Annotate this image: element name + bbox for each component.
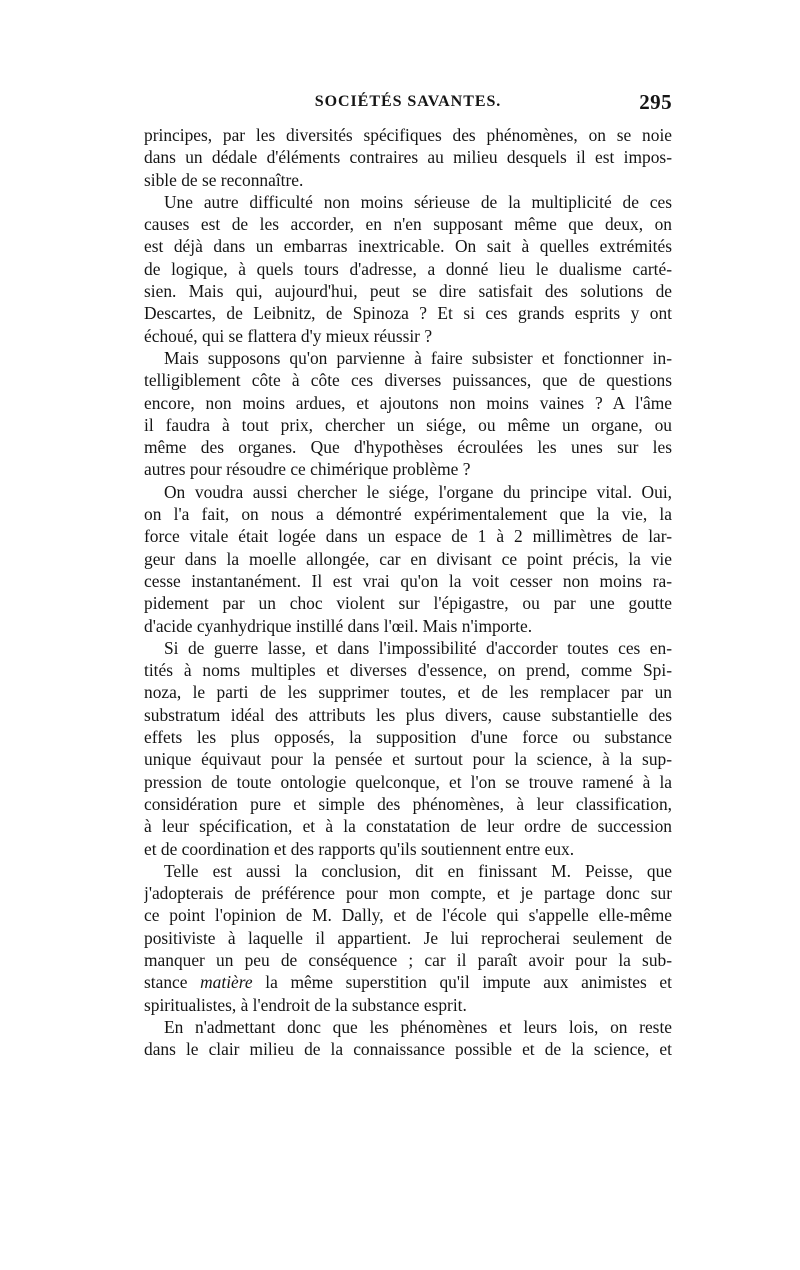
text-line: effets les plus opposés, la supposition d'une force ou substance [144, 727, 672, 748]
text-line: Mais supposons qu'on parvienne à faire subsister et fonctionner in- [164, 347, 672, 368]
text-line: de logique, à quels tours d'adresse, a donné lieu le dualisme carté- [144, 258, 672, 279]
text-line: pression de toute ontologie quelconque, et l'on se trouve ramené à la [144, 771, 672, 792]
text-line: spiritualistes, à l'endroit de la substance esprit. [144, 994, 467, 1015]
text-line: geur dans la moelle allongée, car en divisant ce point précis, la vie [144, 548, 672, 569]
text-line: unique équivaut pour la pensée et surtout pour la science, à la sup- [144, 749, 672, 770]
text-line: pidement par un choc violent sur l'épigastre, ou par une goutte [144, 593, 672, 614]
text-line: encore, non moins ardues, et ajoutons non moins vaines ? A l'âme [144, 392, 672, 413]
text-line: échoué, qui se flattera d'y mieux réussir ? [144, 325, 433, 346]
text-line: sible de se reconnaître. [144, 169, 304, 190]
text-line: En n'admettant donc que les phénomènes et leurs lois, on reste [164, 1016, 672, 1037]
text-line: force vitale était logée dans un espace de 1 à 2 millimètres de lar- [144, 526, 672, 547]
running-head [144, 88, 672, 124]
text-line: ce point l'opinion de M. Dally, et de l'école qui s'appelle elle-même [144, 905, 672, 926]
text-line: à leur spécification, et à la constatation de leur ordre de succession [144, 816, 672, 837]
body-text [144, 124, 672, 1060]
page-number: 295 [639, 90, 672, 114]
text-line: considération pure et simple des phénomènes, à leur classification, [144, 793, 672, 814]
text-line: j'adopterais de préférence pour mon compte, et je partage donc sur [144, 883, 672, 904]
text-line: il faudra à tout prix, chercher un siége, ou même un organe, ou [144, 414, 672, 435]
text-line: sien. Mais qui, aujourd'hui, peut se dire satisfait des solutions de [144, 281, 672, 302]
text-line: est déjà dans un embarras inextricable. On sait à quelles extrémités [144, 236, 672, 257]
text-line: Une autre difficulté non moins sérieuse de la multiplicité de ces [164, 191, 672, 212]
text-line: causes est de les accorder, en n'en supposant même que deux, on [144, 214, 672, 235]
text-line: Telle est aussi la conclusion, dit en finissant M. Peisse, que [164, 860, 672, 881]
italic-word: matière [200, 972, 253, 993]
text-line: telligiblement côte à côte ces diverses puissances, que de questions [144, 370, 672, 391]
text-line: d'acide cyanhydrique instillé dans l'œil. Mais n'importe. [144, 615, 533, 636]
text-line: On voudra aussi chercher le siége, l'organe du principe vital. Oui, [164, 481, 672, 502]
text-line: Descartes, de Leibnitz, de Spinoza ? Et si ces grands esprits y ont [144, 303, 672, 324]
text-line: substratum idéal des attributs les plus divers, cause substantielle des [144, 704, 672, 725]
running-title: SOCIÉTÉS SAVANTES. [314, 93, 502, 110]
text-line: principes, par les diversités spécifiques des phénomènes, on se noie [144, 125, 672, 145]
text-line: autres pour résoudre ce chimérique problème ? [144, 459, 471, 480]
text-line: même des organes. Que d'hypothèses écroulées les unes sur les [144, 437, 672, 458]
text-line: stance matière la même superstition qu'il impute aux animistes et [144, 972, 672, 993]
book-page [144, 88, 672, 1208]
text-line: dans un dédale d'éléments contraires au milieu desquels il est impos- [144, 147, 672, 168]
text-line: dans le clair milieu de la connaissance possible et de la science, et [144, 1039, 672, 1060]
text-line: Si de guerre lasse, et dans l'impossibilité d'accorder toutes ces en- [164, 637, 672, 658]
text-line: et de coordination et des rapports qu'ils soutiennent entre eux. [144, 838, 575, 859]
text-line: on l'a fait, on nous a démontré expérimentalement que la vie, la [144, 504, 672, 525]
text-line: noza, le parti de les supprimer toutes, et de les remplacer par un [144, 682, 672, 703]
text-line: tités à noms multiples et diverses d'essence, on prend, comme Spi- [144, 660, 672, 681]
text-line: manquer un peu de conséquence ; car il paraît avoir pour la sub- [144, 949, 672, 970]
text-line: cesse instantanément. Il est vrai qu'on la voit cesser non moins ra- [144, 570, 672, 591]
text-line: positiviste à laquelle il appartient. Je lui reprocherai seulement de [144, 927, 672, 948]
